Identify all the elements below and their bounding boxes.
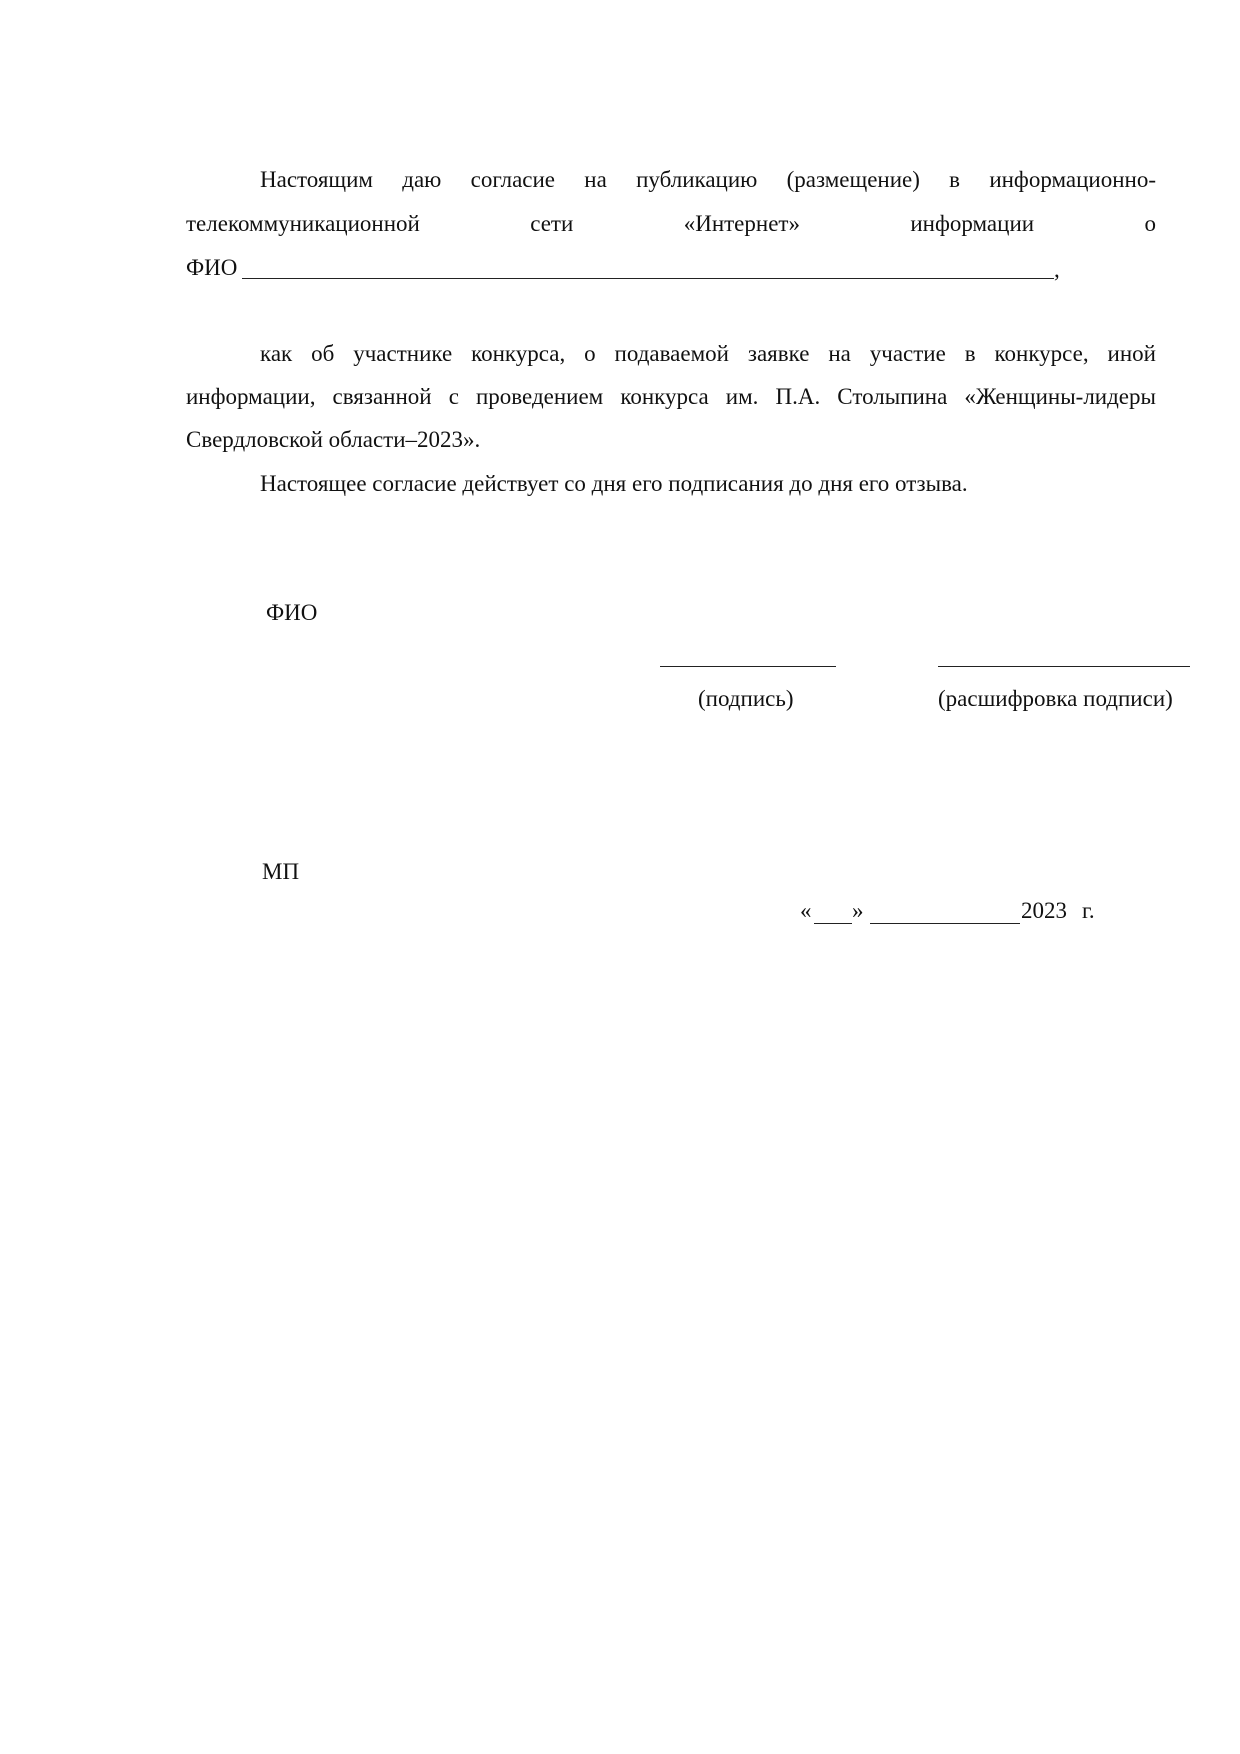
word: сети <box>530 211 574 236</box>
date-year-suffix: г. <box>1082 898 1095 923</box>
word: информации, <box>186 384 316 409</box>
word: о <box>584 341 596 366</box>
word: (размещение) <box>786 167 920 192</box>
validity-statement: Настоящее согласие действует со дня его подписания до дня его отзыва. <box>260 471 968 496</box>
consent-line-1 <box>260 168 1156 191</box>
word: даю <box>402 167 442 192</box>
date-close-quote: » <box>852 898 864 923</box>
word: информационно- <box>989 167 1156 192</box>
signature-decode-caption: (расшифровка подписи) <box>938 686 1173 711</box>
consent-fio-label: ФИО <box>186 255 238 280</box>
participant-line-2 <box>186 385 1156 408</box>
word: Столыпина <box>837 384 948 409</box>
consent-fio-comma: , <box>1054 257 1060 282</box>
word: «Женщины-лидеры <box>964 384 1156 409</box>
word: об <box>311 341 335 366</box>
word: о <box>1144 211 1156 236</box>
word: конкурсе, <box>994 341 1089 366</box>
word: П.А. <box>775 384 821 409</box>
word: конкурса, <box>471 341 566 366</box>
date-day-underline[interactable] <box>814 923 852 924</box>
date-open-quote: « <box>800 898 812 923</box>
word: согласие <box>470 167 556 192</box>
word: им. <box>725 384 759 409</box>
word: на <box>828 341 851 366</box>
signature-fio-label: ФИО <box>266 600 318 625</box>
word: заявке <box>747 341 810 366</box>
consent-fio-underline[interactable] <box>242 278 1054 279</box>
word: участнике <box>353 341 453 366</box>
word: «Интернет» <box>683 211 800 236</box>
word: в <box>964 341 976 366</box>
participant-line-3: Свердловской области–2023». <box>186 427 481 452</box>
word: Настоящим <box>260 167 373 192</box>
signature-decode-underline[interactable] <box>938 666 1190 667</box>
participant-line-1 <box>260 342 1156 365</box>
word: информации <box>910 211 1035 236</box>
date-year: 2023 <box>1021 898 1067 923</box>
signature-underline[interactable] <box>660 666 836 667</box>
word: как <box>260 341 293 366</box>
stamp-label: МП <box>262 859 300 884</box>
word: подаваемой <box>614 341 729 366</box>
word: проведением <box>476 384 604 409</box>
signature-caption: (подпись) <box>698 686 794 711</box>
word: иной <box>1107 341 1156 366</box>
word: публикацию <box>636 167 758 192</box>
word: телекоммуникационной <box>186 211 420 236</box>
word: с <box>448 384 459 409</box>
consent-line-2 <box>186 212 1156 235</box>
word: связанной <box>332 384 432 409</box>
word: на <box>584 167 607 192</box>
word: конкурса <box>620 384 709 409</box>
date-month-underline[interactable] <box>870 923 1020 924</box>
word: в <box>949 167 961 192</box>
word: участие <box>869 341 946 366</box>
